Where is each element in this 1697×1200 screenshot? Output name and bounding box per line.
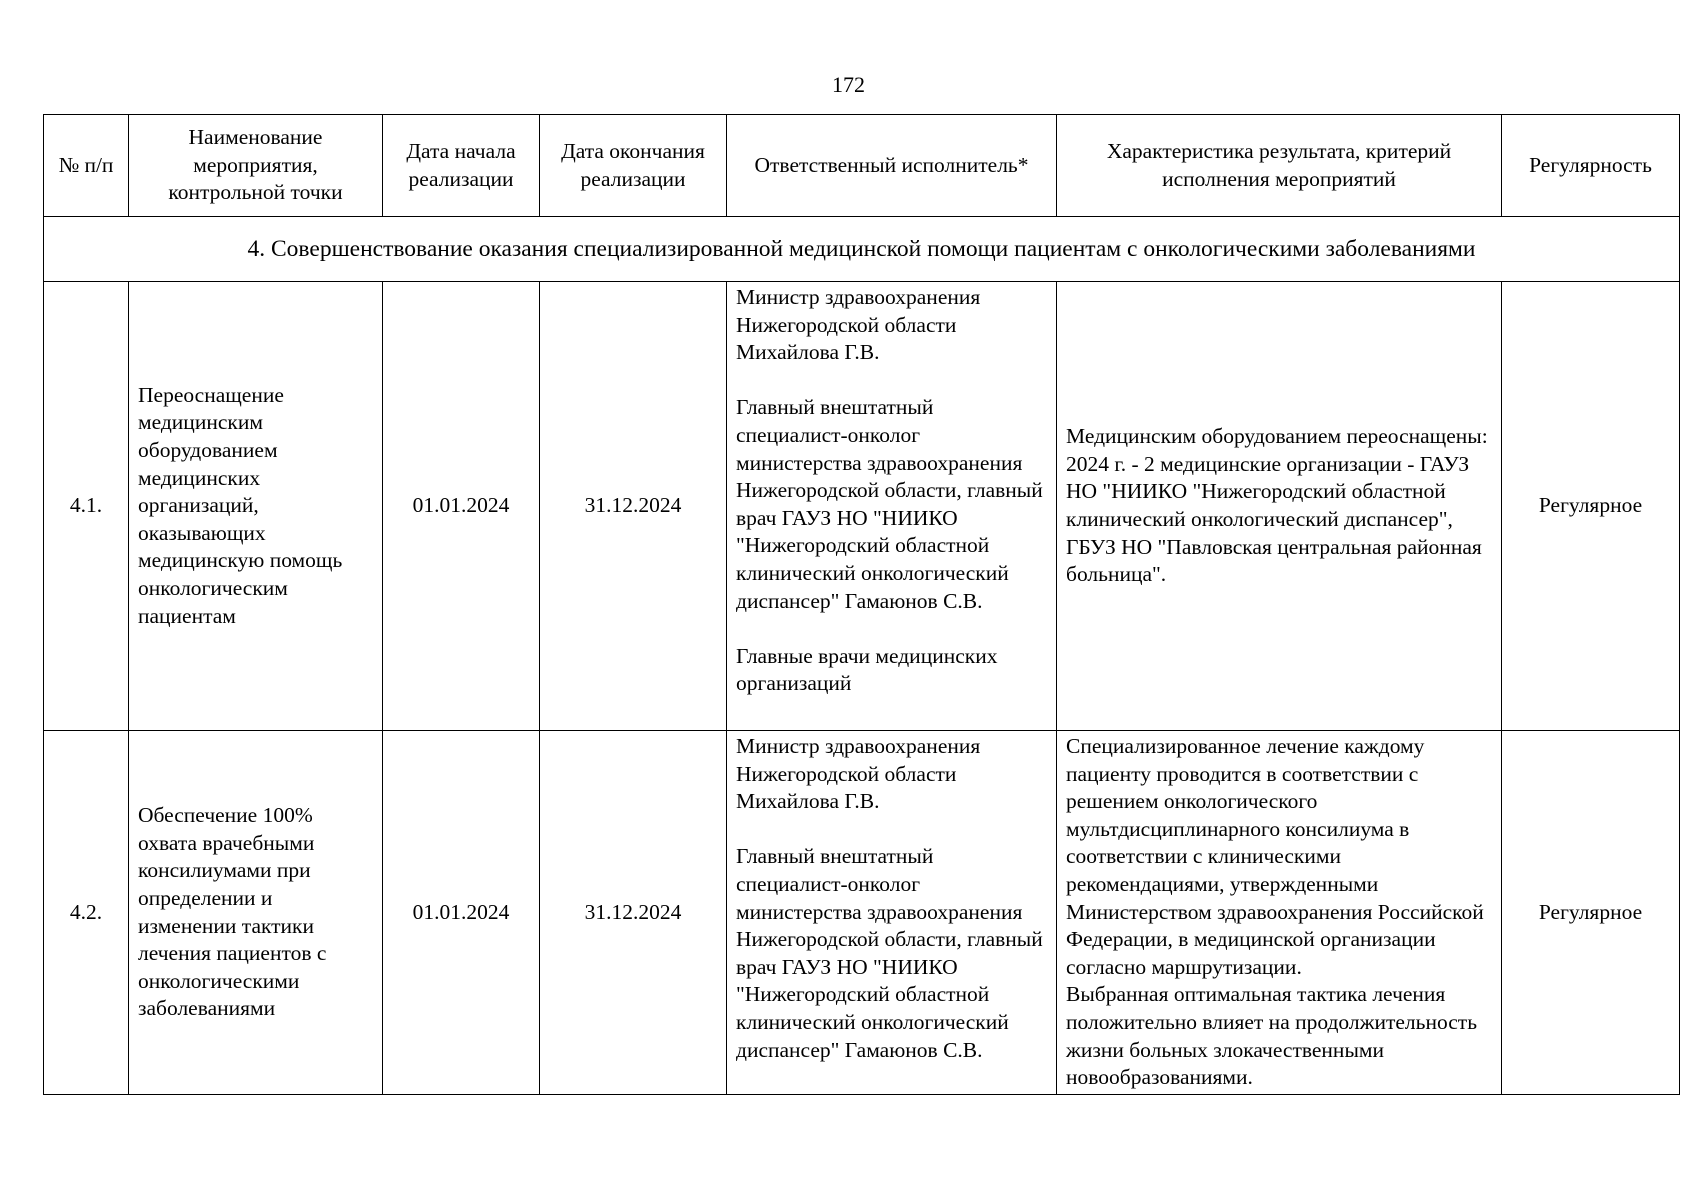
header-activity-name: Наименование мероприятия, контрольной точки <box>129 115 383 217</box>
row-start-date: 01.01.2024 <box>383 282 540 731</box>
header-end-date: Дата окончания реализации <box>540 115 727 217</box>
row-number: 4.1. <box>44 282 129 731</box>
header-number: № п/п <box>44 115 129 217</box>
header-result: Характеристика результата, критерий исполнения мероприятий <box>1057 115 1502 217</box>
row-number: 4.2. <box>44 731 129 1095</box>
row-result: Медицинским оборудованием переоснащены: 2024 г. - 2 медицинские организации - ГАУЗ НО "НИИКО "Нижегородский областной клинический онкологический диспансер", ГБУЗ НО "Павловская центральная районная больница". <box>1057 282 1502 731</box>
header-regularity: Регулярность <box>1502 115 1680 217</box>
header-start-date: Дата начала реализации <box>383 115 540 217</box>
row-responsible: Министр здравоохранения Нижегородской области Михайлова Г.В. Главный внештатный специалист-онколог министерства здравоохранения Нижегородской области, главный врач ГАУЗ НО "НИИКО "Нижегородский областной клинический онкологический диспансер" Гамаюнов С.В. <box>727 731 1057 1095</box>
row-end-date: 31.12.2024 <box>540 282 727 731</box>
table-row <box>44 731 1680 1095</box>
header-responsible: Ответственный исполнитель* <box>727 115 1057 217</box>
row-responsible: Министр здравоохранения Нижегородской области Михайлова Г.В. Главный внештатный специалист-онколог министерства здравоохранения Нижегородской области, главный врач ГАУЗ НО "НИИКО "Нижегородский областной клинический онкологический диспансер" Гамаюнов С.В. Главные врачи медицинских организаций <box>727 282 1057 731</box>
row-activity-name: Обеспечение 100% охвата врачебными консилиумами при определении и изменении тактики лечения пациентов с онкологическими заболеваниями <box>129 731 383 1095</box>
row-regularity: Регулярное <box>1502 282 1680 731</box>
row-end-date: 31.12.2024 <box>540 731 727 1095</box>
row-regularity: Регулярное <box>1502 731 1680 1095</box>
section-title: 4. Совершенствование оказания специализированной медицинской помощи пациентам с онкологическими заболеваниями <box>44 217 1680 282</box>
row-start-date: 01.01.2024 <box>383 731 540 1095</box>
table-row <box>44 282 1680 731</box>
activities-table <box>43 114 1680 1095</box>
row-result: Специализированное лечение каждому пациенту проводится в соответствии с решением онкологического мультдисциплинарного консилиума в соответствии с клиническими рекомендациями, утвержденными Министерством здравоохранения Российской Федерации, в медицинской организации согласно маршрутизации. Выбранная оптимальная тактика лечения положительно влияет на продолжительность жизни больных злокачественными новообразованиями. <box>1057 731 1502 1095</box>
page-number: 172 <box>832 72 865 97</box>
row-activity-name: Переоснащение медицинским оборудованием медицинских организаций, оказывающих медицинскую помощь онкологическим пациентам <box>129 282 383 731</box>
table-header-row <box>44 115 1680 217</box>
section-row <box>44 217 1680 282</box>
